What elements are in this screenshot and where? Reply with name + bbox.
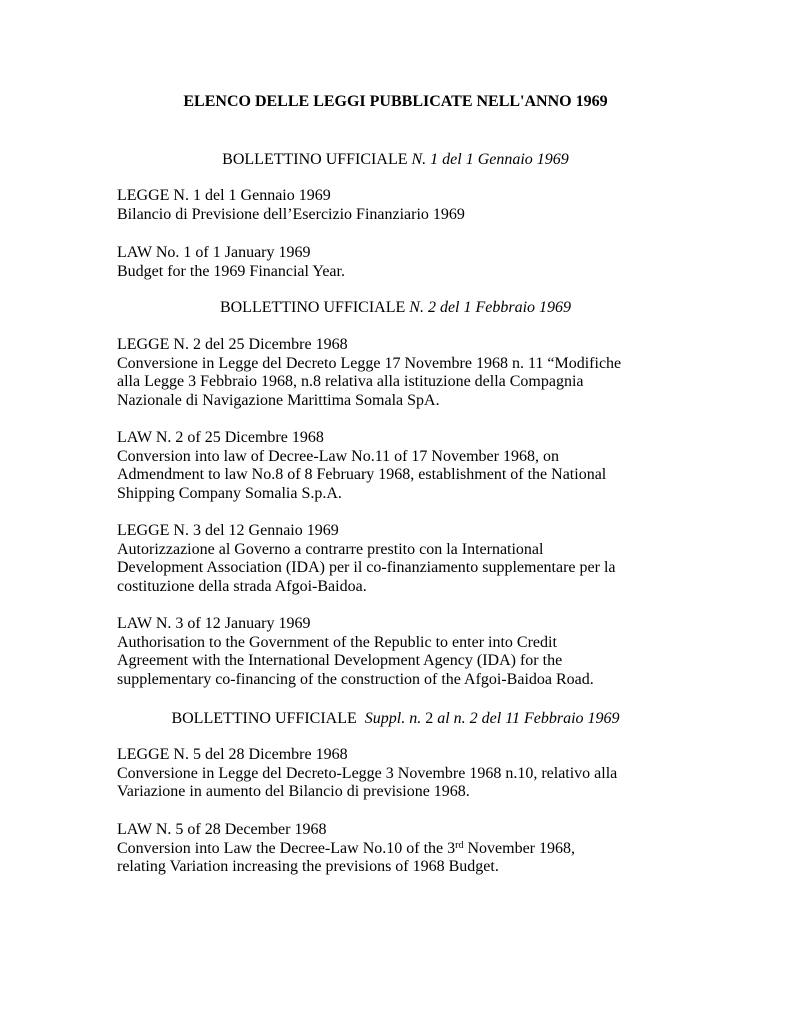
law-entry <box>117 336 697 410</box>
law-heading: LEGGE N. 2 del 25 Dicembre 1968 <box>117 336 348 353</box>
law-heading: LAW N. 5 of 28 December 1968 <box>117 821 327 838</box>
bulletin-supplement: Suppl. n. <box>364 710 422 727</box>
law-entry <box>117 615 697 689</box>
law-description-line: Development Association (IDA) per il co-finanziamento supplementare per la <box>117 559 616 576</box>
law-entry <box>117 522 697 596</box>
bulletin-prefix: BOLLETTINO UFFICIALE <box>171 710 357 727</box>
law-description-line: Variazione in aumento del Bilancio di previsione 1968. <box>117 783 470 800</box>
bulletin-issue: al n. 2 del 11 Febbraio 1969 <box>437 710 620 727</box>
bulletin-heading-3 <box>0 710 791 729</box>
law-description-line: Agreement with the International Development Agency (IDA) for the <box>117 652 563 669</box>
law-heading: LAW N. 2 of 25 Dicembre 1968 <box>117 429 324 446</box>
law-heading: LEGGE N. 5 del 28 Dicembre 1968 <box>117 746 348 763</box>
bulletin-supplement-number: 2 <box>425 710 434 727</box>
law-entry <box>117 187 697 224</box>
law-description-line: Autorizzazione al Governo a contrarre prestito con la International <box>117 540 544 558</box>
law-description-line: costituzione della strada Afgoi-Baidoa. <box>117 577 367 595</box>
law-description-line: Admendment to law No.8 of 8 February 1968, establishment of the National <box>117 466 607 483</box>
bulletin-prefix: BOLLETTINO UFFICIALE <box>219 299 406 316</box>
document-title: ELENCO DELLE LEGGI PUBBLICATE NELL'ANNO 1969 <box>183 93 608 110</box>
law-description: Bilancio di Previsione dell’Esercizio Finanziario 1969 <box>117 205 465 223</box>
law-description-line: relating Variation increasing the previsions of 1968 Budget. <box>117 858 499 875</box>
law-description-line <box>117 840 697 859</box>
law-description-text: November 1968, <box>463 839 575 857</box>
law-heading: LEGGE N. 1 del 1 Gennaio 1969 <box>117 187 331 204</box>
law-description-line: alla Legge 3 Febbraio 1968, n.8 relativa alla istituzione della Compagnia <box>117 373 584 390</box>
law-heading: LAW N. 3 of 12 January 1969 <box>117 615 311 632</box>
bulletin-issue: N. 1 del 1 Gennaio 1969 <box>411 151 569 168</box>
law-description-text: Conversion into Law the Decree-Law No.10 of the 3 <box>117 839 456 857</box>
law-description-line: Nazionale di Navigazione Marittima Somala SpA. <box>117 391 440 409</box>
law-description-line: Conversione in Legge del Decreto Legge 17 Novembre 1968 n. 11 “Modifiche <box>117 354 622 372</box>
law-description-line: supplementary co-financing of the construction of the Afgoi-Baidoa Road. <box>117 670 594 688</box>
law-entry <box>117 746 697 802</box>
law-description-line: Shipping Company Somalia S.p.A. <box>117 484 342 502</box>
law-entry <box>117 429 697 503</box>
bulletin-prefix: BOLLETTINO UFFICIALE <box>222 151 408 168</box>
bulletin-issue: N. 2 del 1 Febbraio 1969 <box>409 299 572 316</box>
bulletin-heading-1 <box>0 151 791 170</box>
law-heading: LEGGE N. 3 del 12 Gennaio 1969 <box>117 522 339 539</box>
bulletin-heading-2 <box>0 299 791 318</box>
law-entry <box>117 244 697 281</box>
law-description-line: Conversione in Legge del Decreto-Legge 3 Novembre 1968 n.10, relativo alla <box>117 764 618 782</box>
law-entry <box>117 821 697 877</box>
law-description-line: Conversion into law of Decree-Law No.11 of 17 November 1968, on <box>117 447 559 465</box>
law-description-line: Authorisation to the Government of the Republic to enter into Credit <box>117 633 557 651</box>
law-description: Budget for the 1969 Financial Year. <box>117 262 345 280</box>
law-heading: LAW No. 1 of 1 January 1969 <box>117 244 311 261</box>
ordinal-suffix: rd <box>455 839 464 851</box>
